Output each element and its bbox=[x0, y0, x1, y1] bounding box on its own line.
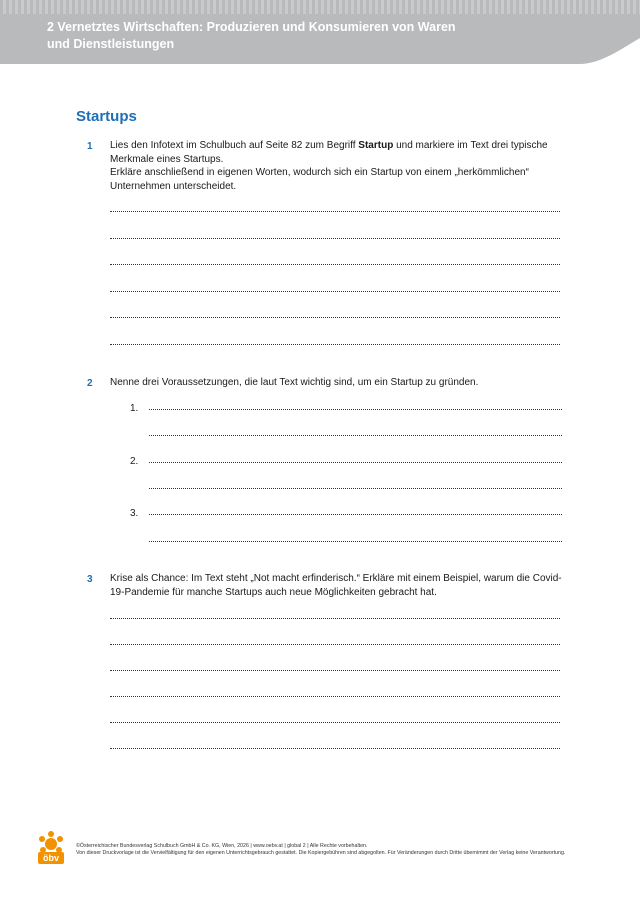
oebv-logo-icon bbox=[36, 830, 66, 866]
chapter-title: 2 Vernetztes Wirtschaften: Produzieren und Konsumieren von Waren und Dienstleistungen bbox=[47, 20, 456, 51]
list-item-number: 2. bbox=[130, 456, 139, 467]
answer-line[interactable] bbox=[149, 461, 562, 463]
answer-line[interactable] bbox=[149, 487, 562, 489]
task-1-number: 1 bbox=[87, 141, 93, 152]
answer-line[interactable] bbox=[110, 210, 560, 212]
answer-line[interactable] bbox=[149, 408, 562, 410]
task-2-number: 2 bbox=[87, 378, 93, 389]
answer-line[interactable] bbox=[110, 290, 560, 292]
answer-line[interactable] bbox=[110, 343, 560, 345]
answer-line[interactable] bbox=[110, 643, 560, 645]
task-1-line1-pre: Lies den Infotext im Schulbuch auf Seite 82 zum Begriff bbox=[110, 140, 359, 151]
answer-line[interactable] bbox=[149, 513, 562, 515]
task-3-text: Krise als Chance: Im Text steht „Not macht erfinderisch.“ Erkläre mit einem Beispiel, warum die Covid-19-Pandemie für manche Startups auch neue Möglichkeiten gebracht hat. bbox=[110, 573, 562, 598]
footer-copyright: ©Österreichischer Bundesverlag Schulbuch GmbH & Co. KG, Wien, 2026 | www.oebv.at | global 2 | Alle Rechte vorbehalten. bbox=[76, 843, 368, 849]
answer-line[interactable] bbox=[110, 721, 560, 723]
task-1-text bbox=[110, 139, 570, 193]
answer-line[interactable] bbox=[110, 695, 560, 697]
header-curve-decoration bbox=[580, 0, 640, 64]
footer bbox=[76, 843, 566, 857]
answer-line[interactable] bbox=[149, 540, 562, 542]
task-2-text: Nenne drei Voraussetzungen, die laut Text wichtig sind, um ein Startup zu gründen. bbox=[110, 377, 479, 388]
page-header bbox=[0, 0, 640, 64]
answer-line[interactable] bbox=[149, 434, 562, 436]
page-title: Startups bbox=[76, 108, 137, 125]
list-item-number: 1. bbox=[130, 403, 139, 414]
answer-line[interactable] bbox=[110, 669, 560, 671]
answer-line[interactable] bbox=[110, 617, 560, 619]
task-1-keyword: Startup bbox=[358, 140, 394, 151]
answer-line[interactable] bbox=[110, 747, 560, 749]
answer-line[interactable] bbox=[110, 263, 560, 265]
footer-notice: Von dieser Druckvorlage ist die Vervielfältigung für den eigenen Unterrichtsgebrauch gestattet. Die Kopiergebühren sind abgegolten. Für Veränderungen durch Dritte übernimmt der Verlag keine Verantwortung. bbox=[76, 850, 566, 856]
task-1-line1-post: und markiere im Text drei typische Merkmale eines Startups. bbox=[110, 140, 548, 165]
answer-line[interactable] bbox=[110, 237, 560, 239]
task-3-number: 3 bbox=[87, 574, 93, 585]
logo-text: öbv bbox=[42, 853, 60, 863]
task-1-line2: Erkläre anschließend in eigenen Worten, wodurch sich ein Startup von einem „herkömmlichen“ Unternehmen unterscheidet. bbox=[110, 167, 529, 192]
list-item-number: 3. bbox=[130, 508, 139, 519]
answer-line[interactable] bbox=[110, 316, 560, 318]
header-stripes bbox=[0, 0, 640, 14]
